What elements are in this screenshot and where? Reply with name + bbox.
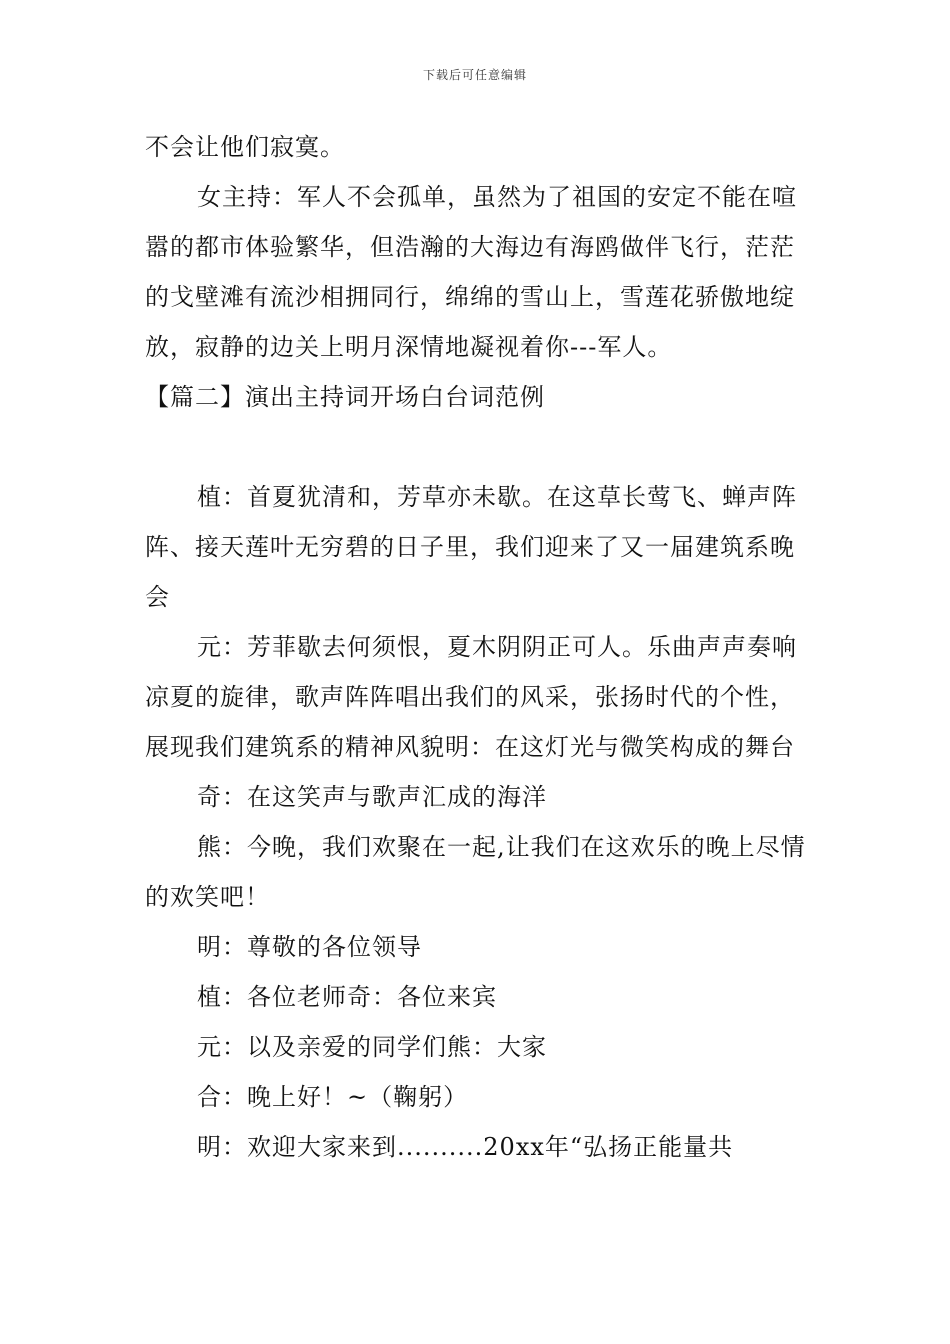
document-body — [145, 122, 810, 1172]
paragraph-10: 合：晚上好！~（鞠躬） — [197, 1083, 469, 1111]
paragraph-9: 元：以及亲爱的同学们熊：大家 — [197, 1033, 547, 1061]
section-heading: 【篇二】演出主持词开场白台词范例 — [145, 383, 545, 411]
paragraph-4: 元：芳菲歇去何须恨，夏木阴阴正可人。乐曲声声奏响凉夏的旋律，歌声阵阵唱出我们的风采，张扬时代的个性，展现我们建筑系的精神风貌明：在这灯光与微笑构成的舞台 — [145, 633, 797, 761]
paragraph-11: 明：欢迎大家来到..........20xx年“弘扬正能量共 — [197, 1133, 734, 1161]
paragraph-8: 植：各位老师奇：各位来宾 — [197, 983, 497, 1011]
paragraph-3: 植：首夏犹清和，芳草亦未歇。在这草长莺飞、蝉声阵阵、接天莲叶无穷碧的日子里，我们迎来了又一届建筑系晚会 — [145, 483, 797, 611]
paragraph-6: 熊：今晚，我们欢聚在一起,让我们在这欢乐的晚上尽情的欢笑吧！ — [145, 833, 806, 911]
paragraph-2: 女主持：军人不会孤单，虽然为了祖国的安定不能在喧嚣的都市体验繁华，但浩瀚的大海边有海鸥做伴飞行，茫茫的戈壁滩有流沙相拥同行，绵绵的雪山上，雪莲花骄傲地绽放，寂静的边关上明月深情地凝视着你---军人。 — [145, 183, 797, 361]
paragraph-5: 奇：在这笑声与歌声汇成的海洋 — [197, 783, 547, 811]
page-header-note: 下载后可任意编辑 — [422, 68, 527, 82]
blank-line — [145, 422, 810, 472]
paragraph-7: 明：尊敬的各位领导 — [197, 933, 422, 961]
paragraph-1: 不会让他们寂寞。 — [145, 133, 345, 161]
